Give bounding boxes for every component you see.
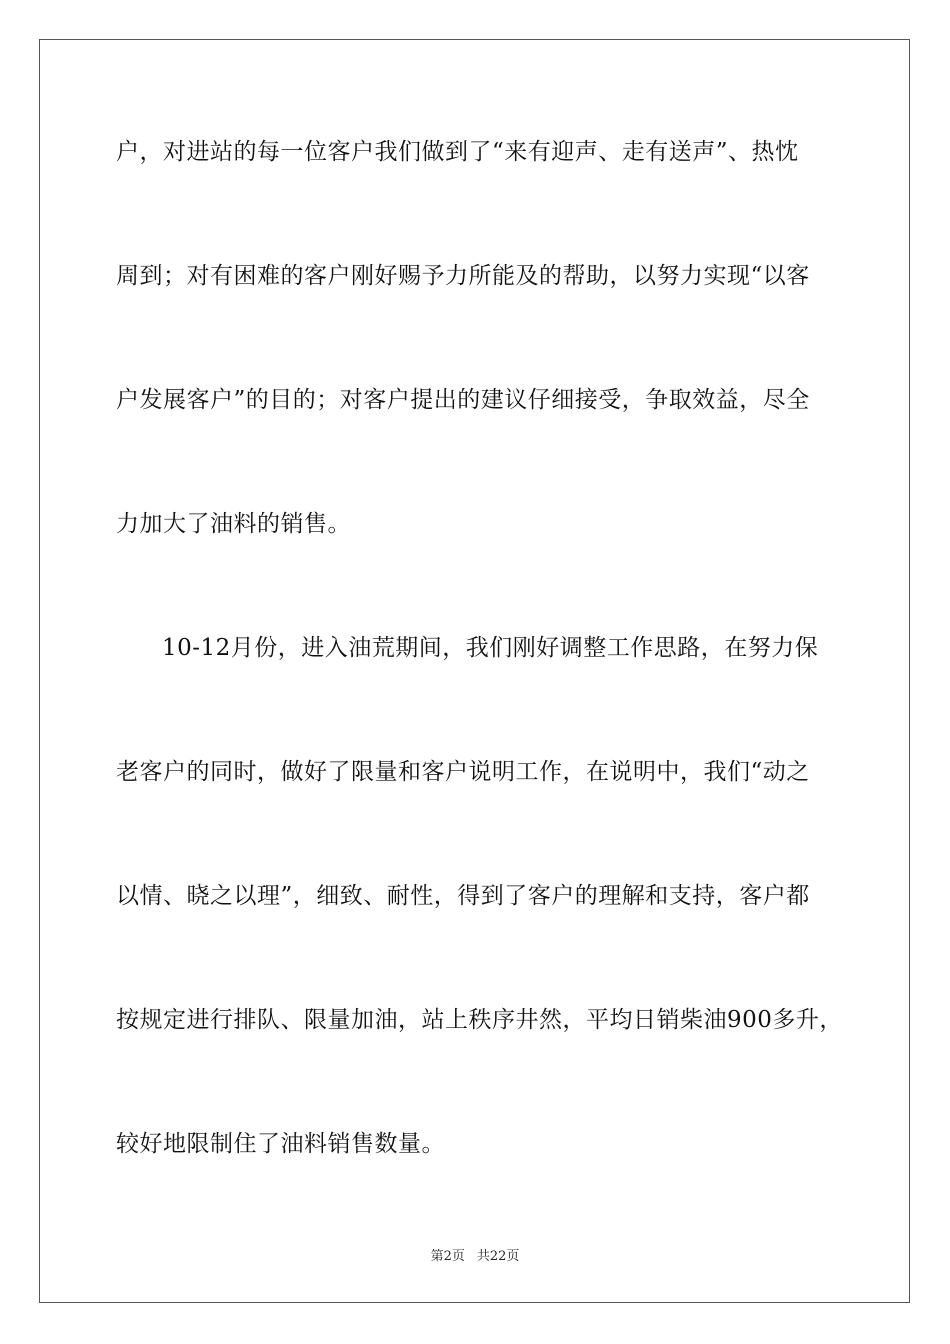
text-line: 按规定进行排队、限量加油，站上秩序井然，平均日销柴油900多升， xyxy=(116,1007,843,1033)
text-line: 周到；对有困难的客户刚好赐予力所能及的帮助，以努力实现“以客 xyxy=(116,263,810,289)
text-line: 较好地限制住了油料销售数量。 xyxy=(116,1131,445,1157)
text-line: 力加大了油料的销售。 xyxy=(116,511,351,537)
page-footer xyxy=(0,1248,950,1266)
text-line: 户发展客户”的目的；对客户提出的建议仔细接受，争取效益，尽全 xyxy=(116,387,810,413)
text-line: 户，对进站的每一位客户我们做到了“来有迎声、走有送声”、热忱 xyxy=(116,139,799,165)
text-line: 以情、晓之以理”，细致、耐性，得到了客户的理解和支持，客户都 xyxy=(116,883,810,909)
text-line: 老客户的同时，做好了限量和客户说明工作，在说明中，我们“动之 xyxy=(116,759,810,785)
page-number: 第2页 xyxy=(430,1249,465,1264)
page-border xyxy=(39,39,910,1303)
page-total: 共22页 xyxy=(476,1249,520,1264)
paragraph-first-line: 10-12月份，进入油荒期间，我们刚好调整工作思路，在努力保 xyxy=(162,635,819,661)
